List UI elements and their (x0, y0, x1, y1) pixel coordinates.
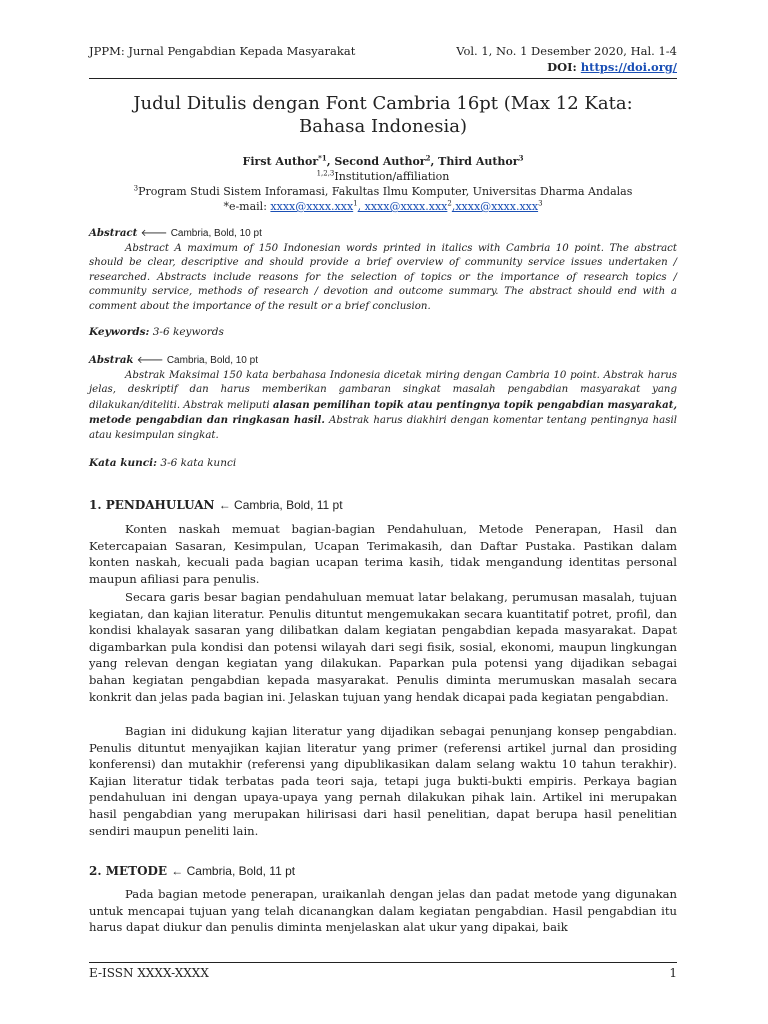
footer-issn: E-ISSN XXXX-XXXX (89, 966, 209, 980)
author-second: , Second Author (326, 155, 426, 168)
program-text: Program Studi Sistem Inforamasi, Fakultas Ilmu Komputer, Universitas Dharma Andalas (138, 185, 633, 198)
abstrak-heading (89, 353, 677, 369)
abstract-indonesian (89, 353, 677, 444)
doi-label: DOI: (547, 60, 581, 74)
left-arrow-icon: 🡐 (136, 355, 164, 366)
abstract-format-note: Cambria, Bold, 10 pt (170, 228, 262, 239)
author-third: , Third Author (430, 155, 519, 168)
email-3-sup: 3 (538, 199, 543, 208)
abstrak-body-a: Abstrak Maksimal 150 kata berbahasa Indonesia dicetak miring dengan Cambria 10 point. Abstrak harus jelas, deskriptif dan harus memberikan gambaran singkat masalah pengabdian masyarakat yang dilakukan/diteliti. Abstrak meliputi (89, 369, 677, 411)
abstrak-label: Abstrak (89, 354, 134, 366)
metode-paragraph-1: Pada bagian metode penerapan, uraikanlah dengan jelas dan padat metode yang digunakan untuk mencapai tujuan yang telah dicanangkan dalam kegiatan pengabdian. Hasil pengabdian itu harus dapat diukur dan penulis diminta menjelaskan alat ukur yang dipakai, baik (89, 887, 677, 935)
section2-title: 2. METODE (89, 864, 168, 878)
email-2-sup: 2 (447, 199, 452, 208)
email-1-sup: 1 (353, 199, 358, 208)
abstrak-body (89, 369, 677, 444)
journal-name: JPPM: Jurnal Pengabdian Kepada Masyarakat (89, 44, 356, 58)
page (89, 0, 677, 1024)
program-affiliation (89, 184, 677, 199)
keywords (89, 326, 677, 338)
abstract-english (89, 226, 677, 315)
keywords-label: Keywords: (89, 326, 150, 338)
abstract-body: Abstract A maximum of 150 Indonesian words printed in italics with Cambria 10 point. The abstract should be clear, descriptive and should provide a brief overview of community service issues undertaken / researched. Abstracts include reasons for the selection of topics or the importance of research topics / community service, methods of research / devotion and outcome summary. The abstract should end with a comment about the importance of the result or a brief conclusion. (89, 242, 677, 312)
doi-line (456, 59, 677, 75)
kata-kunci-value: 3-6 kata kunci (157, 457, 237, 469)
abstrak-format-note: Cambria, Bold, 10 pt (166, 355, 258, 366)
email-label: *e-mail: (223, 200, 271, 213)
abstrak-body-bold: alasan pemilihan topik atau pentingnya topik pengabdian masyarakat, metode pengabdian dan ringkasan hasil. (89, 398, 677, 427)
abstract-label: Abstract (89, 227, 138, 239)
section1-title: 1. PENDAHULUAN (89, 498, 215, 512)
affiliation-sup: 1,2,3 (316, 169, 335, 178)
left-arrow-icon: 🡐 (140, 228, 168, 239)
email-3[interactable]: ,xxxx@xxxx.xxx (451, 200, 539, 213)
doi-link[interactable]: https://doi.org/ (580, 60, 677, 74)
issue-info (456, 43, 677, 75)
pendahuluan-paragraph-2: Secara garis besar bagian pendahuluan memuat latar belakang, perumusan masalah, tujuan kegiatan, dan kajian literatur. Penulis dituntut mengemukakan secara kuantitatif potret, profil, dan kondisi khalayak sasaran yang dilibatkan dalam kegiatan pengabdian kepada masyarakat. Dapat digambarkan pula kondisi dan potensi wilayah dari segi fisik, sosial, ekonomi, maupun lingkungan yang relevan dengan kegiatan yang dilakukan. Paparkan pula potensi yang dijadikan sebagai bahan kegiatan pengabdian kepada masyarakat. Penulis diminta merumuskan masalah secara konkrit dan jelas pada bagian ini. Jelaskan tujuan yang hendak dicapai pada kegiatan pengabdian. (89, 590, 677, 704)
pendahuluan-paragraph-1: Konten naskah memuat bagian-bagian Pendahuluan, Metode Penerapan, Hasil dan Ketercapaian Sasaran, Kesimpulan, Ucapan Terimakasih, dan Daftar Pustaka. Pastikan dalam konten naskah, kecuali pada bagian ucapan terima kasih, tidak mengandung identitas personal maupun afiliasi para penulis. (89, 522, 677, 586)
author-first-sup: *1 (318, 153, 327, 163)
author-block (89, 154, 677, 214)
email-2[interactable]: , xxxx@xxxx.xxx (357, 200, 448, 213)
paper-title: Judul Ditulis dengan Font Cambria 16pt (Max 12 Kata: Bahasa Indonesia) (133, 93, 633, 137)
email-1[interactable]: xxxx@xxxx.xxx (270, 200, 354, 213)
author-third-sup: 3 (518, 153, 524, 163)
volume-info: Vol. 1, No. 1 Desember 2020, Hal. 1-4 (456, 44, 677, 58)
abstrak-body-b: Abstrak harus diakhiri dengan komentar tentang pentingnya hasil atau kesimpulan singkat. (89, 415, 677, 441)
header-rule (89, 78, 677, 79)
abstract-heading (89, 226, 677, 242)
footer-rule (89, 962, 677, 963)
author-names (89, 154, 677, 169)
email-line (89, 199, 677, 214)
kata-kunci (89, 457, 677, 469)
program-sup: 3 (133, 184, 139, 193)
pendahuluan-paragraph-3: Bagian ini didukung kajian literatur yang dijadikan sebagai penunjang konsep pengabdian. Penulis dituntut menyajikan kajian literatur yang primer (referensi artikel jurnal dan prosiding konferensi) dan mutakhir (referensi yang dipublikasikan dalam selang waktu 10 tahun terakhir). Kajian literatur tidak terbatas pada teori saja, tetapi juga bukti-bukti empiris. Perkaya bagian pendahuluan ini dengan upaya-upaya yang pernah dilakukan pihak lain. Artikel ini merupakan hasil pengabdian yang merupakan hilirisasi dari hasil penelitian, dapat berupa hasil penelitian sendiri maupun peneliti lain. (89, 724, 677, 838)
kata-kunci-label: Kata kunci: (89, 457, 158, 469)
section-heading-metode (89, 864, 677, 878)
section-heading-pendahuluan (89, 498, 677, 512)
author-second-sup: 2 (425, 153, 431, 163)
page-number: 1 (669, 966, 677, 980)
affiliation (89, 169, 677, 184)
section2-format-note: ← Cambria, Bold, 11 pt (171, 864, 296, 878)
keywords-value: 3-6 keywords (149, 326, 224, 338)
section1-format-note: ← Cambria, Bold, 11 pt (218, 498, 343, 512)
author-first: First Author (242, 155, 319, 168)
affiliation-text: Institution/affiliation (334, 170, 450, 183)
